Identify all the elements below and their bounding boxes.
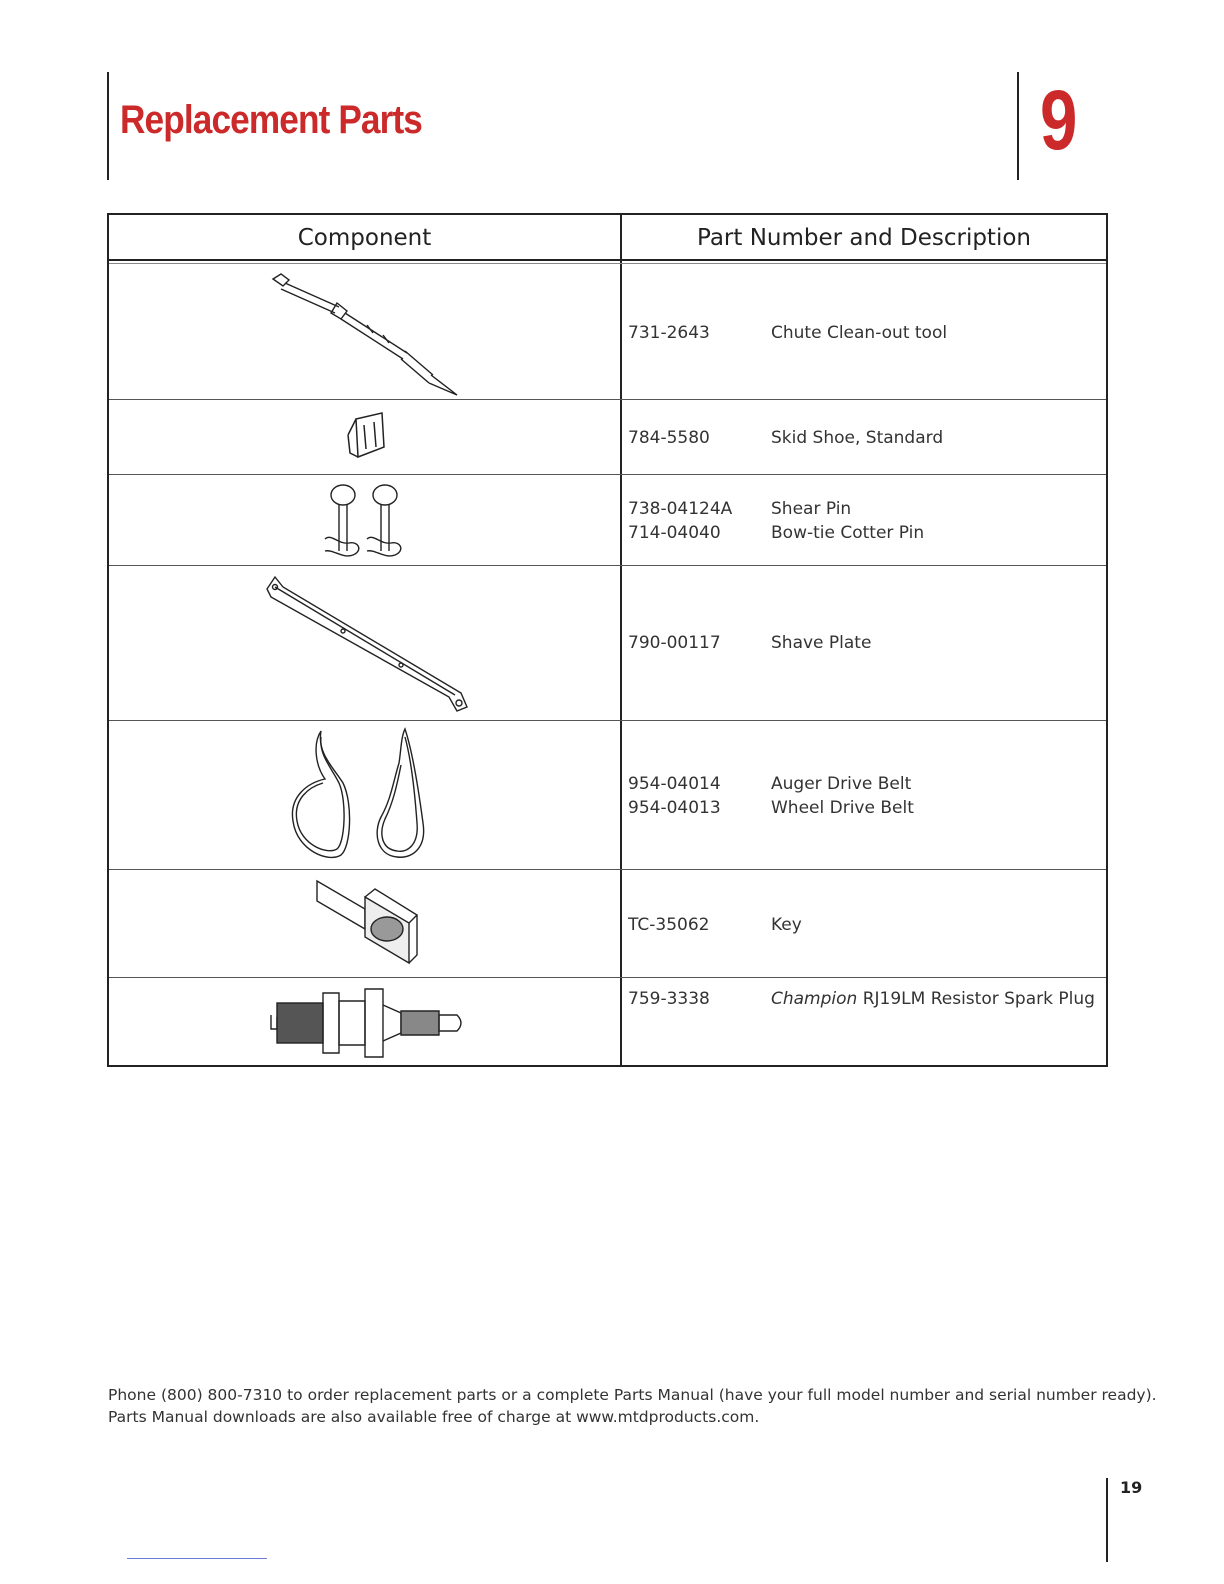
footer-line-1: Phone (800) 800-7310 to order replacement parts or a complete Parts Manual (have your full model number and serial number ready). xyxy=(108,1386,1157,1404)
row-divider xyxy=(109,977,1106,978)
part-number: 790-00117 xyxy=(628,633,721,653)
chapter-number: 9 xyxy=(1040,73,1078,167)
part-description: Skid Shoe, Standard xyxy=(771,428,944,448)
row-divider xyxy=(109,869,1106,870)
header-divider-double xyxy=(109,263,1106,264)
page-number: 19 xyxy=(1120,1478,1143,1497)
key-illustration xyxy=(313,879,423,969)
shear-pin-illustration xyxy=(319,481,419,563)
header-left-rule xyxy=(107,72,109,180)
skid-shoe-illustration xyxy=(342,411,392,463)
page-title: Replacement Parts xyxy=(120,98,422,142)
part-number: TC-35062 xyxy=(628,915,710,935)
parts-table xyxy=(107,213,1108,1067)
part-number: 784-5580 xyxy=(628,428,710,448)
bottom-underline xyxy=(127,1558,267,1559)
part-number: 731-2643 xyxy=(628,323,710,343)
spark-plug-description: RJ19LM Resistor Spark Plug xyxy=(862,989,1095,1009)
shave-plate-illustration xyxy=(261,575,471,715)
column-header-part-number: Part Number and Description xyxy=(697,224,1031,251)
part-number: 954-04013 xyxy=(628,798,721,818)
part-description: Key xyxy=(771,915,802,935)
part-description: Chute Clean-out tool xyxy=(771,323,948,343)
part-description xyxy=(771,987,1095,1011)
page-number-rule xyxy=(1106,1478,1108,1562)
row-divider xyxy=(109,399,1106,400)
part-number: 738-04124A xyxy=(628,499,733,519)
part-number: 759-3338 xyxy=(628,989,710,1009)
part-description: Auger Drive Belt xyxy=(771,774,912,794)
drive-belts-illustration xyxy=(287,723,447,863)
row-divider xyxy=(109,720,1106,721)
header-divider xyxy=(109,259,1106,261)
footer-note xyxy=(108,1384,1157,1428)
row-divider xyxy=(109,565,1106,566)
row-divider xyxy=(109,474,1106,475)
clean-out-tool-illustration xyxy=(267,271,467,396)
column-divider xyxy=(620,215,622,1065)
part-description: Bow-tie Cotter Pin xyxy=(771,523,925,543)
spark-plug-illustration xyxy=(267,985,467,1061)
footer-line-2: Parts Manual downloads are also available free of charge at www.mtdproducts.com. xyxy=(108,1408,760,1426)
part-description: Shear Pin xyxy=(771,499,852,519)
part-description: Wheel Drive Belt xyxy=(771,798,914,818)
column-header-component: Component xyxy=(297,224,432,251)
brand-name: Champion xyxy=(771,989,858,1009)
header-right-rule xyxy=(1017,72,1019,180)
part-number: 714-04040 xyxy=(628,523,721,543)
part-description: Shave Plate xyxy=(771,633,872,653)
part-number: 954-04014 xyxy=(628,774,721,794)
